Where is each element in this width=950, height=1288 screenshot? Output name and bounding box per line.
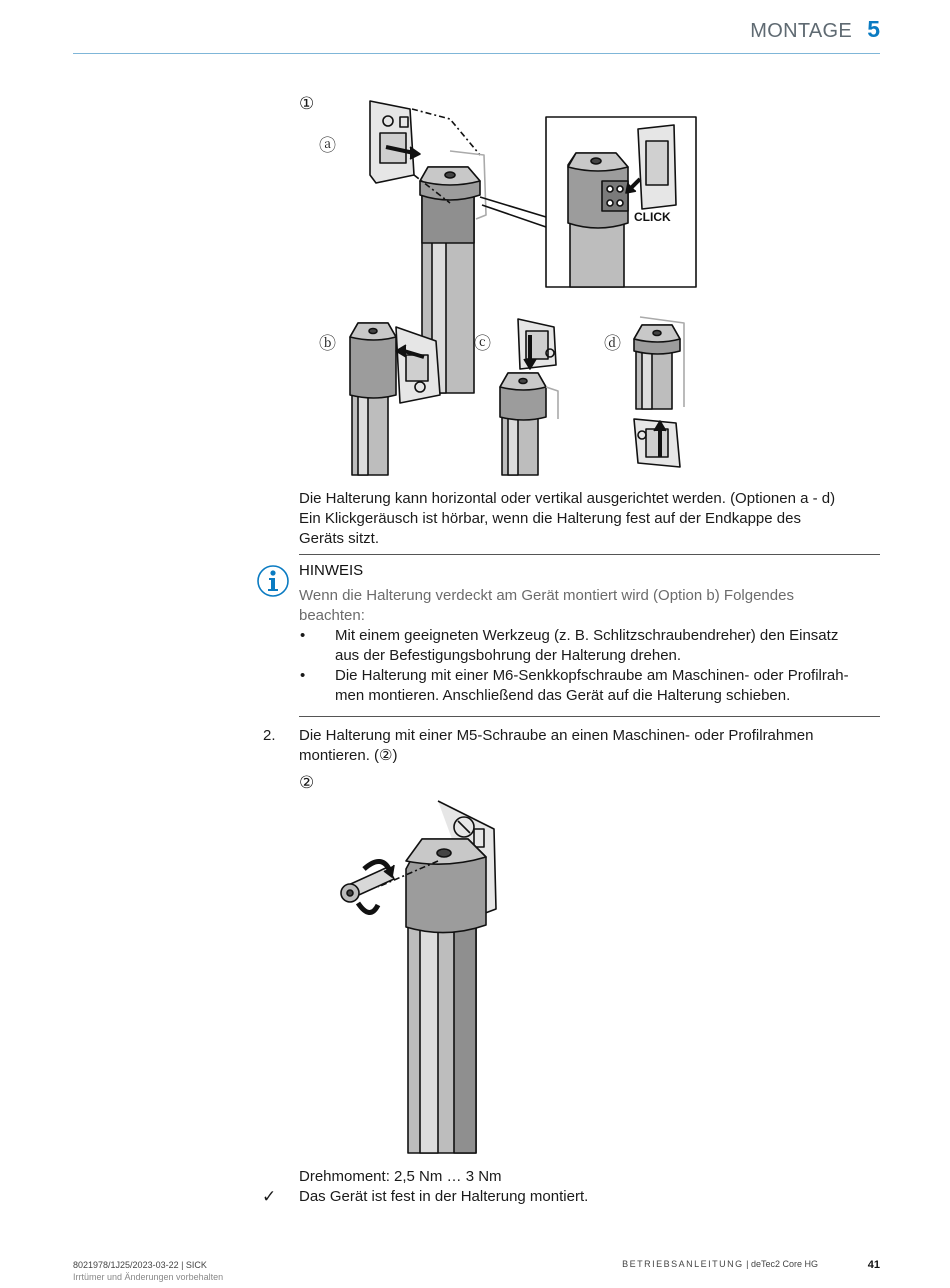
footer-doc-type: BETRIEBSANLEITUNG: [622, 1259, 744, 1269]
option-d-marker: ⓓ: [604, 334, 621, 353]
device-column-c: [500, 319, 558, 475]
step-line: Die Halterung mit einer M5-Schraube an einen Maschinen- oder Profilrahmen: [299, 727, 814, 744]
figure-2-marker: ②: [299, 773, 315, 792]
footer-product-info: [622, 1259, 818, 1269]
figure-1-marker: ①: [299, 94, 315, 113]
step-line: montieren. (②): [299, 747, 398, 764]
note-title: HINWEIS: [299, 562, 364, 579]
note-intro-line: beachten:: [299, 607, 365, 624]
note-intro-line: Wenn die Halterung verdeckt am Gerät montiert wird (Option b) Folgendes: [299, 587, 794, 604]
footer-product: deTec2 Core HG: [750, 1259, 818, 1269]
step-2-text: [299, 726, 889, 766]
footer-doc-id: 8021978/1J25/2023-03-22 | SICK: [73, 1260, 207, 1270]
paragraph-line: Die Halterung kann horizontal oder vertikal ausgerichtet werden. (Optionen a - d): [299, 490, 836, 507]
note-intro: [299, 586, 879, 626]
info-icon: [256, 564, 290, 598]
screw-mounting-illustration: [330, 795, 510, 1155]
footer-separator: |: [743, 1259, 751, 1269]
option-b-marker: ⓑ: [319, 334, 336, 353]
page-number: 41: [867, 1259, 880, 1271]
torque-spec: Drehmoment: 2,5 Nm … 3 Nm: [299, 1168, 502, 1185]
note-bullet-1: [335, 626, 895, 666]
bullet-line: Die Halterung mit einer M6-Senkkopfschraube am Maschinen- oder Profilrah-: [335, 667, 849, 684]
footer-disclaimer: Irrtümer und Änderungen vorbehalten: [73, 1272, 224, 1282]
check-icon: ✓: [262, 1187, 277, 1206]
bullet-marker: •: [300, 667, 306, 684]
note-divider-top: [299, 554, 880, 555]
bullet-marker: •: [300, 627, 306, 644]
paragraph-line: Geräts sitzt.: [299, 530, 380, 547]
paragraph-line: Ein Klickgeräusch ist hörbar, wenn die Halterung fest auf der Endkappe des: [299, 510, 801, 527]
section-title: MONTAGE: [750, 20, 852, 42]
section-number: 5: [867, 16, 880, 42]
orientation-paragraph: [299, 489, 889, 549]
step-number: 2.: [263, 727, 276, 744]
bullet-line: Mit einem geeigneten Werkzeug (z. B. Schlitzschraubendreher) den Einsatz: [335, 627, 839, 644]
note-bullet-2: [335, 666, 895, 706]
bullet-line: aus der Befestigungsbohrung der Halterung drehen.: [335, 647, 682, 664]
device-column-b: [350, 323, 440, 475]
footer-doc-info: [73, 1259, 223, 1283]
note-divider-bottom: [299, 716, 880, 717]
option-c-marker: ⓒ: [474, 334, 491, 353]
click-label: CLICK: [634, 210, 671, 224]
header-divider: [73, 53, 880, 54]
option-a-marker: ⓐ: [319, 136, 336, 155]
mounting-illustration-options: [340, 95, 710, 480]
device-column-d: [634, 317, 684, 467]
bullet-line: men montieren. Anschließend das Gerät auf die Halterung schieben.: [335, 687, 791, 704]
result-text: Das Gerät ist fest in der Halterung montiert.: [299, 1188, 589, 1205]
